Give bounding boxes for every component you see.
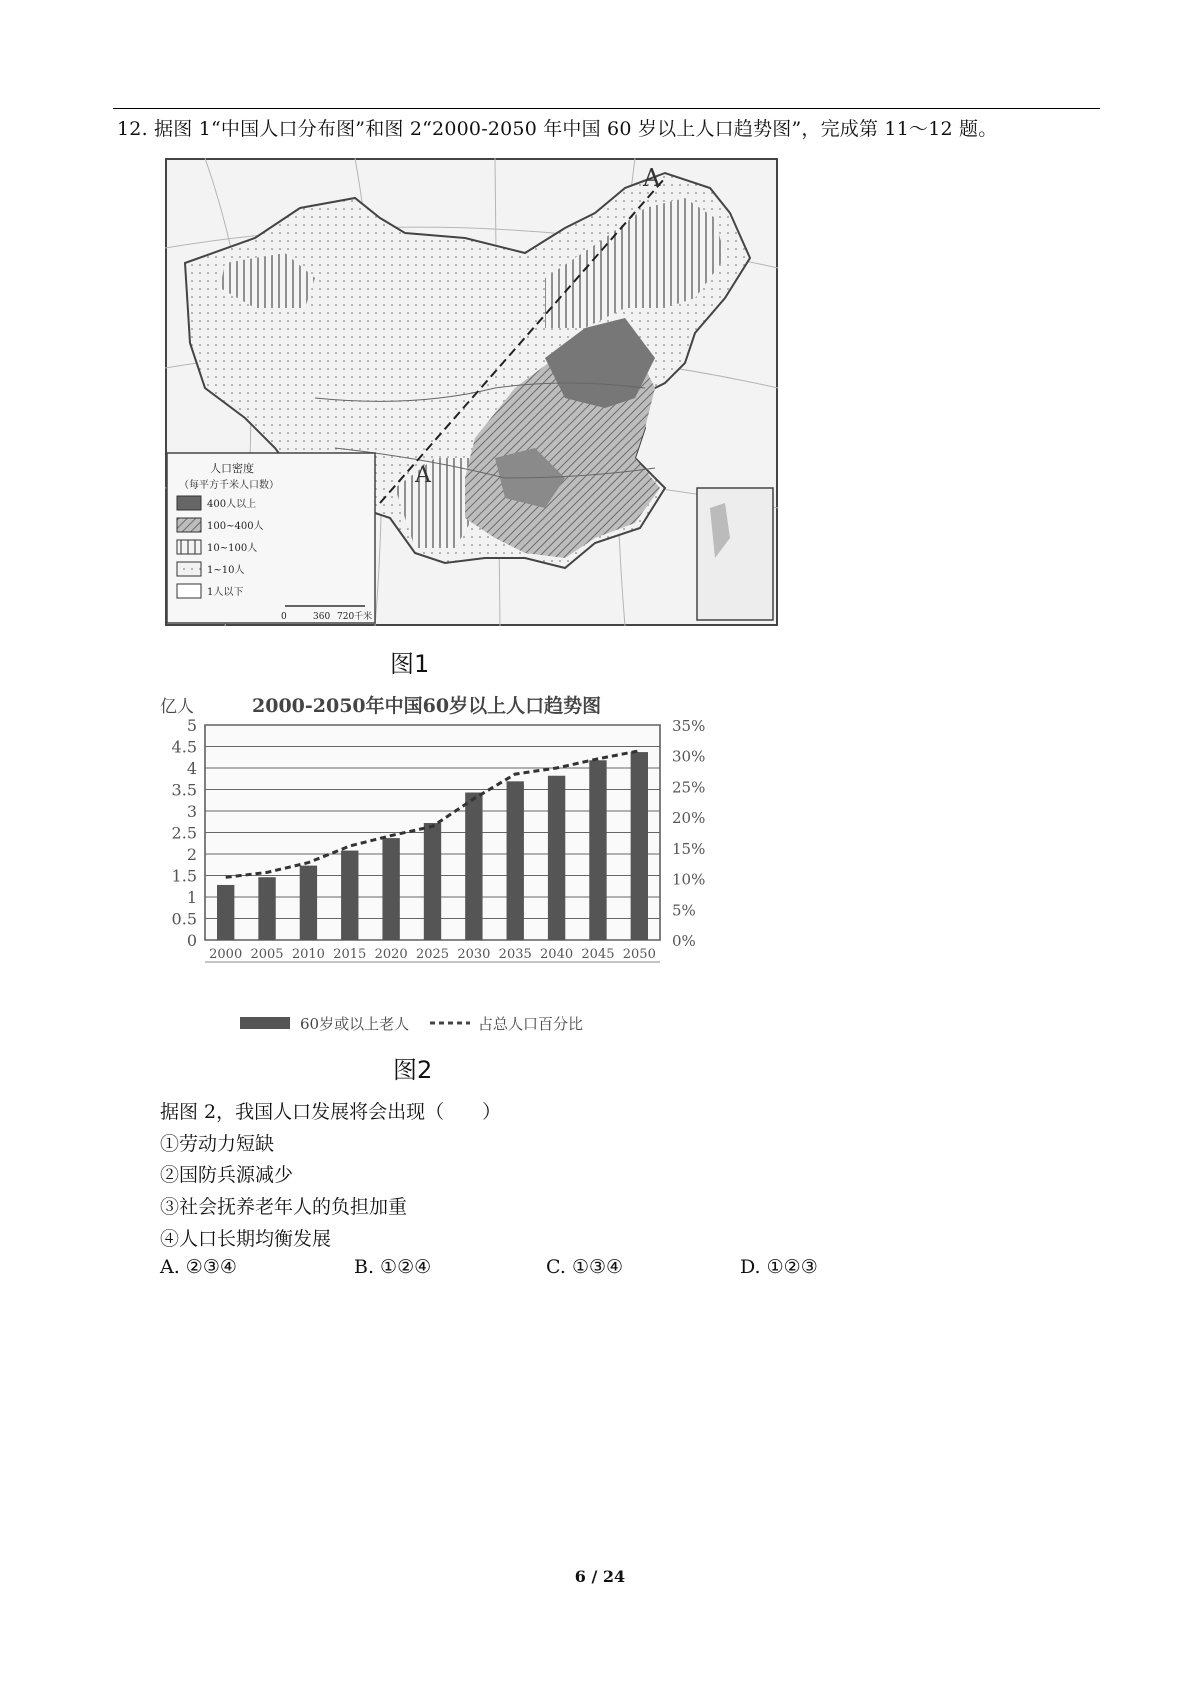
x-tick: 2045	[581, 947, 615, 962]
legend-item: 400人以上	[207, 499, 257, 510]
bar	[300, 866, 317, 940]
china-population-map	[165, 158, 778, 626]
legend-line-label: 占总人口百分比	[478, 1015, 584, 1033]
legend-item: 100~400人	[207, 521, 264, 532]
y-tick-right: 25%	[672, 778, 706, 797]
statement-3: ③社会抚养老年人的负担加重	[160, 1196, 408, 1218]
bar	[258, 877, 275, 940]
bar	[631, 752, 648, 940]
y-tick-right: 0%	[672, 932, 696, 950]
x-tick: 2030	[457, 947, 491, 962]
bar	[217, 885, 234, 940]
y-tick-right: 5%	[672, 901, 696, 920]
chart-legend	[240, 1015, 583, 1033]
y-tick-left: 5	[186, 716, 197, 735]
x-tick: 2050	[622, 947, 656, 962]
header-rule	[113, 108, 1100, 109]
x-tick: 2020	[374, 947, 408, 962]
legend-subtitle: （每平方千米人口数）	[179, 480, 279, 491]
page-number: 6 / 24	[574, 1567, 626, 1586]
bar	[382, 838, 399, 940]
y-tick-left: 4.5	[171, 737, 197, 757]
map-letter-a-bottom: A	[415, 463, 431, 488]
legend-bar-label: 60岁或以上老人	[300, 1015, 410, 1033]
bar	[507, 781, 524, 940]
legend-title: 人口密度	[210, 462, 254, 475]
elderly-population-chart	[160, 690, 770, 1035]
south-sea-inset	[697, 488, 773, 620]
figure1-caption: 图1	[390, 650, 430, 678]
x-tick: 2015	[333, 947, 367, 962]
question-stem: 据图 2，我国人口发展将会出现（ ）	[160, 1101, 502, 1123]
question-intro: 12. 据图 1“中国人口分布图”和图 2“2000-2050 年中国 60 岁以上人口趋势图”，完成第 11～12 题。	[117, 118, 998, 140]
y-tick-left: 0.5	[171, 909, 197, 929]
legend-item: 10~100人	[207, 543, 258, 554]
scale-label: 0	[281, 612, 287, 622]
statement-2: ②国防兵源减少	[160, 1164, 294, 1186]
bar	[341, 851, 358, 940]
bar	[465, 793, 482, 940]
x-tick: 2010	[291, 947, 325, 962]
scale-label: 720千米	[337, 612, 373, 622]
figure2-caption: 图2	[393, 1056, 433, 1084]
y-tick-right: 20%	[672, 809, 706, 828]
statement-1: ①劳动力短缺	[160, 1133, 275, 1155]
option-d[interactable]: D. ①②③	[740, 1256, 818, 1278]
y-tick-left: 3.5	[171, 780, 197, 800]
legend-item: 1人以下	[207, 587, 244, 598]
option-a[interactable]: A. ②③④	[160, 1256, 237, 1278]
chart-title: 2000-2050年中国60岁以上人口趋势图	[252, 695, 602, 717]
map-legend	[167, 453, 375, 623]
y-tick-right: 35%	[672, 717, 706, 735]
x-tick: 2005	[250, 947, 284, 962]
option-b[interactable]: B. ①②④	[354, 1256, 432, 1278]
chart-y-unit: 亿人	[160, 697, 194, 717]
y-tick-right: 10%	[672, 870, 706, 889]
y-tick-left: 2.5	[171, 823, 197, 843]
bar	[424, 823, 441, 940]
option-c[interactable]: C. ①③④	[546, 1256, 624, 1278]
x-tick: 2040	[540, 947, 574, 962]
scale-label: 360	[313, 612, 331, 622]
statement-4: ④人口长期均衡发展	[160, 1228, 332, 1250]
y-tick-left: 0	[186, 931, 197, 950]
x-tick: 2000	[209, 947, 243, 962]
x-tick: 2025	[415, 947, 450, 962]
y-tick-left: 1	[186, 888, 197, 907]
y-tick-right: 30%	[672, 747, 706, 766]
x-tick: 2035	[498, 947, 532, 962]
y-tick-right: 15%	[672, 839, 706, 858]
bar	[589, 760, 606, 940]
y-tick-left: 2	[186, 845, 197, 864]
y-tick-left: 1.5	[171, 866, 197, 886]
map-letter-a-top: A	[643, 164, 661, 192]
y-tick-left: 3	[186, 802, 197, 821]
legend-item: 1~10人	[207, 565, 245, 576]
y-tick-left: 4	[186, 759, 197, 778]
bar	[548, 776, 565, 940]
legend-bar-swatch	[240, 1017, 290, 1029]
